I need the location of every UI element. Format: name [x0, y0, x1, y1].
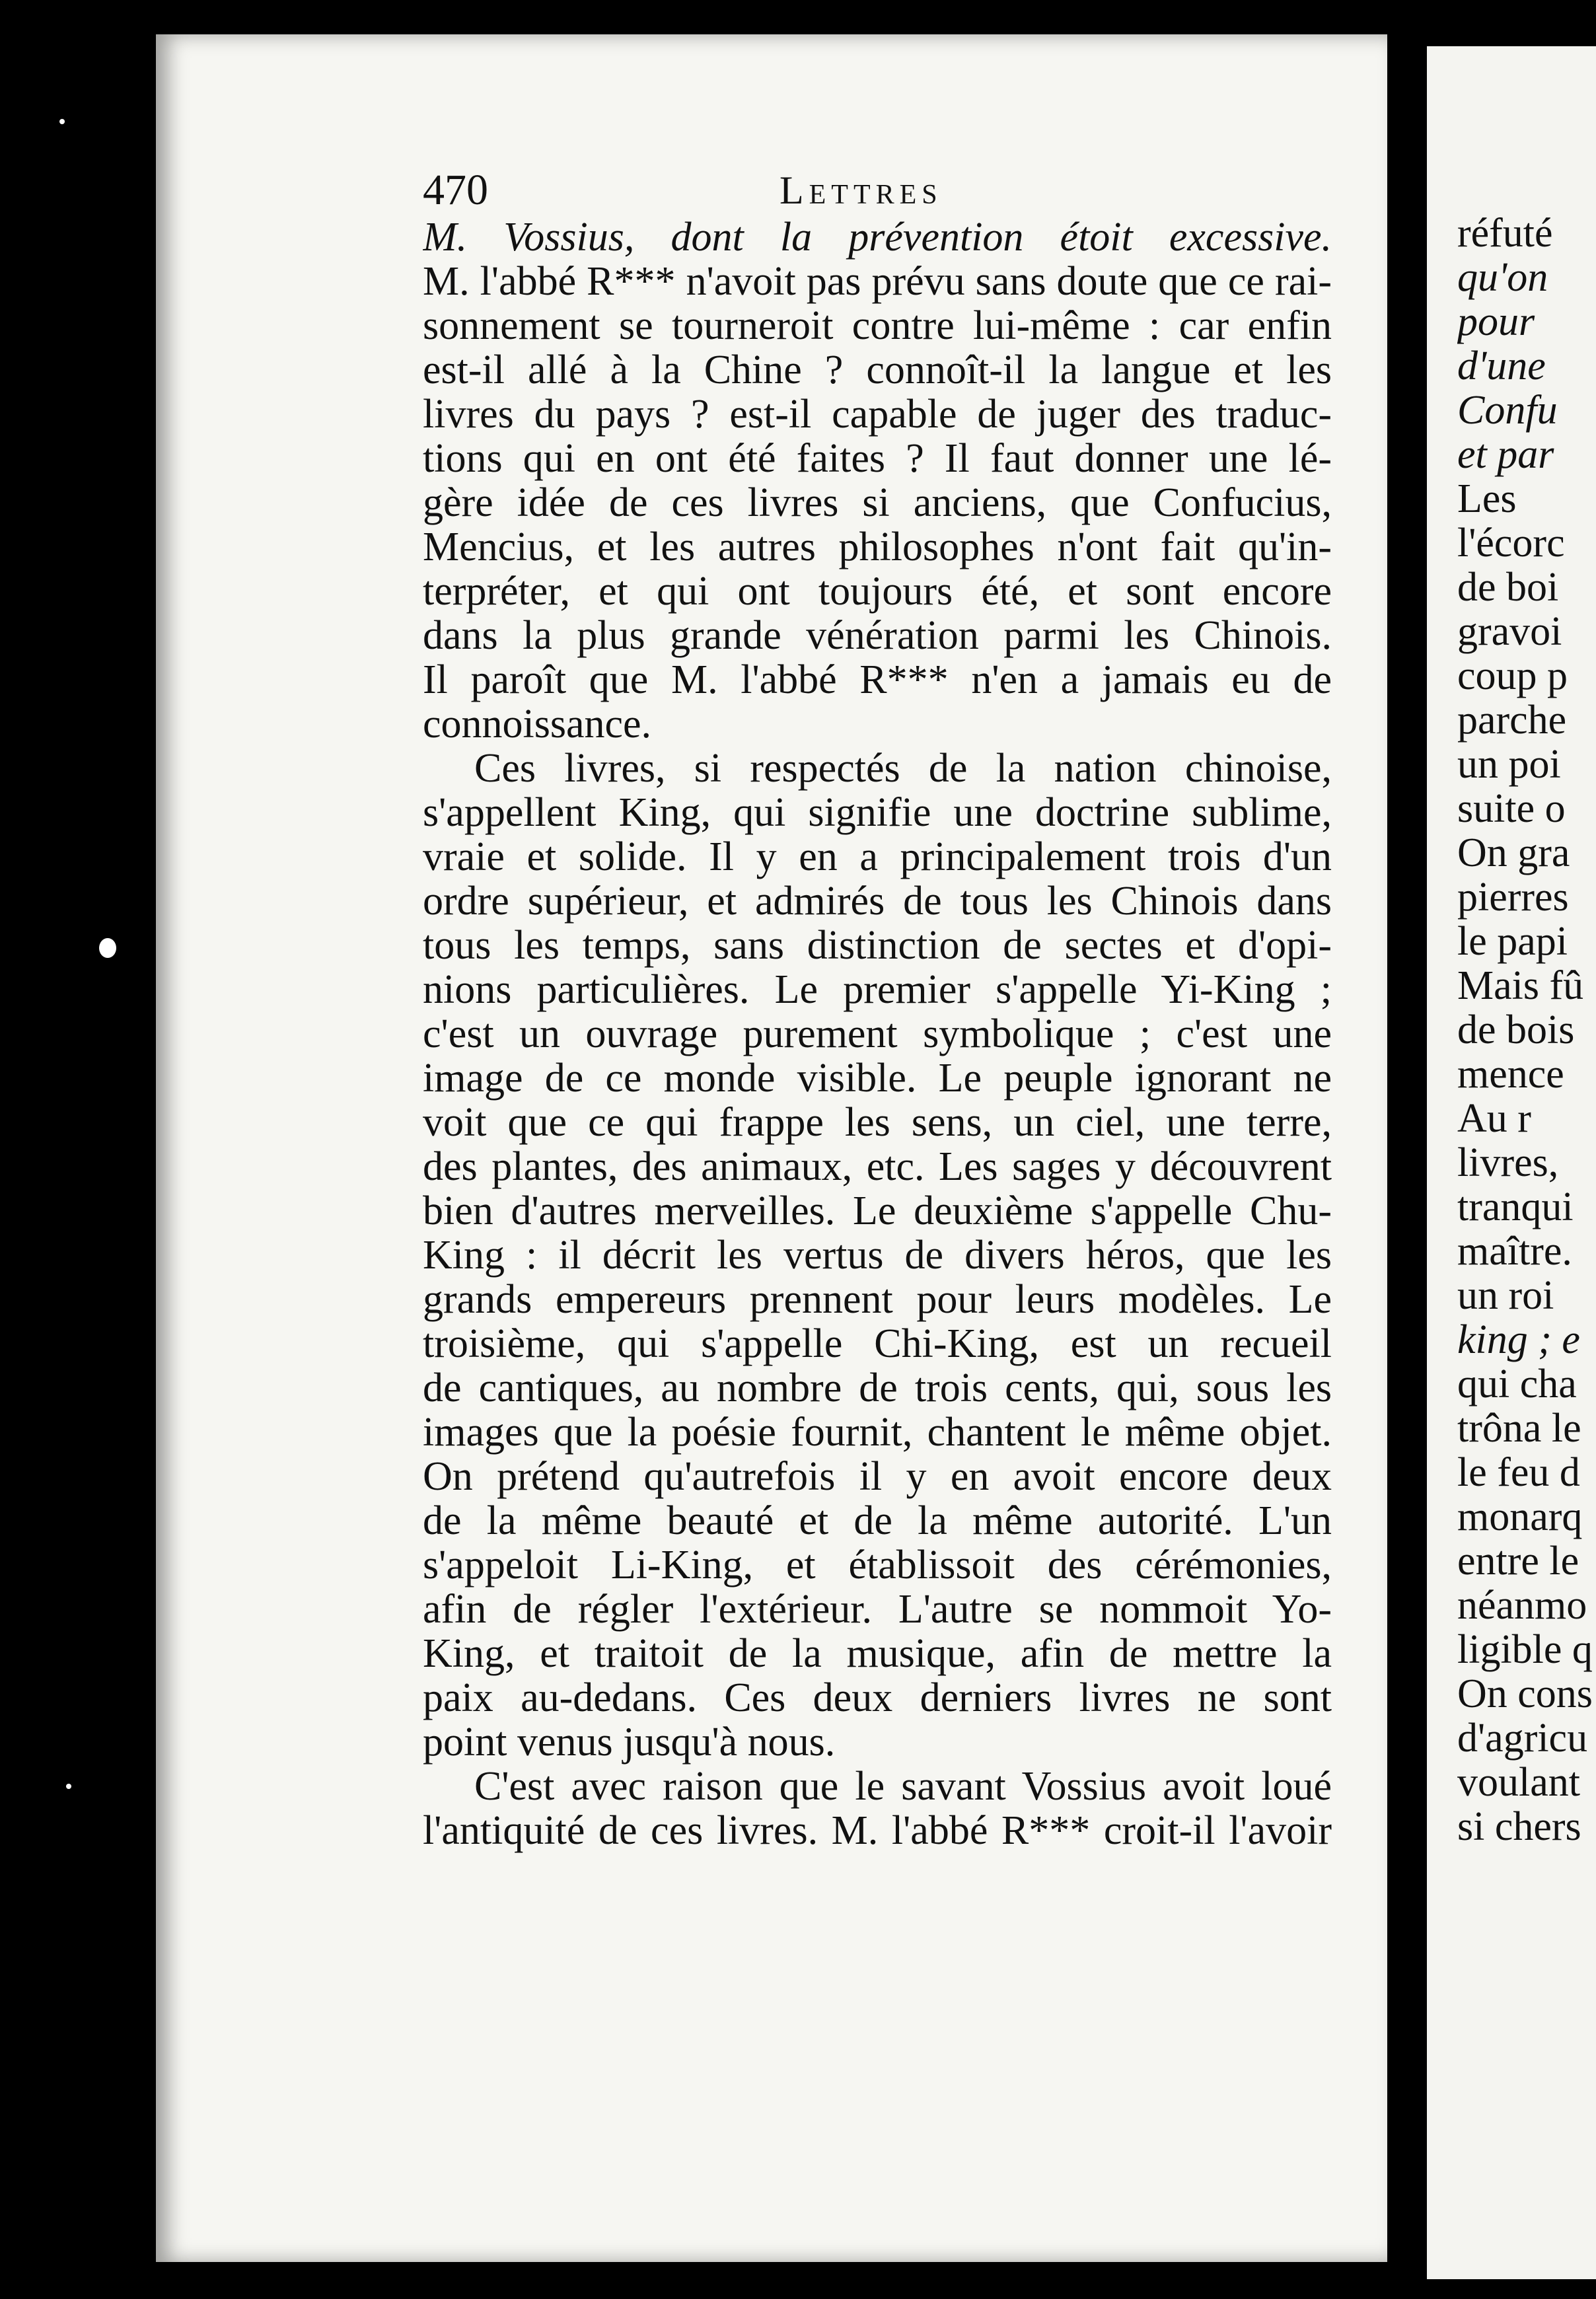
text-line: qu'on	[1457, 256, 1548, 300]
text-line: dans la plus grande vénération parmi les Chinois.	[423, 614, 1332, 658]
text-line: d'une	[1457, 344, 1546, 388]
text-line: pour	[1457, 300, 1535, 344]
text-line: King : il décrit les vertus de divers héros, que les	[423, 1233, 1332, 1278]
page-header	[423, 165, 964, 218]
text-line: Il paroît que M. l'abbé R*** n'en a jamais eu de	[423, 658, 1332, 702]
text-line: le feu d	[1457, 1451, 1580, 1495]
text-line: grands empereurs prennent pour leurs modèles. Le	[423, 1278, 1332, 1322]
left-page-text	[423, 215, 1332, 1853]
text-line: Ces livres, si respectés de la nation chinoise,	[474, 747, 1332, 791]
text-line: king ; e	[1457, 1318, 1580, 1362]
text-line: point venus jusqu'à nous.	[423, 1720, 836, 1765]
text-line: M. l'abbé R*** n'avoit pas prévu sans doute que ce rai-	[423, 260, 1332, 304]
text-line: l'antiquité de ces livres. M. l'abbé R*** croit-il l'avoir	[423, 1809, 1332, 1853]
text-line: des plantes, des animaux, etc. Les sages y découvrent	[423, 1145, 1332, 1189]
text-line: afin de régler l'extérieur. L'autre se nommoit Yo-	[423, 1587, 1332, 1632]
text-line: Mencius, et les autres philosophes n'ont fait qu'in-	[423, 525, 1332, 569]
text-line: connoissance.	[423, 702, 652, 747]
text-line: livres du pays ? est-il capable de juger des traduc-	[423, 392, 1332, 437]
running-title: Lettres	[780, 168, 943, 212]
text-line: un roi	[1457, 1274, 1554, 1318]
text-line: s'appellent King, qui signifie une doctrine sublime,	[423, 791, 1332, 835]
text-line: tions qui en ont été faites ? Il faut donner une lé-	[423, 437, 1332, 481]
text-line: coup p	[1457, 654, 1568, 698]
text-line: est-il allé à la Chine ? connoît-il la langue et les	[423, 348, 1332, 392]
text-line: un poi	[1457, 743, 1561, 787]
text-line: réfuté	[1457, 211, 1553, 256]
scan-speck	[59, 119, 65, 124]
text-line: de bois	[1457, 1008, 1575, 1052]
text-line: d'agricu	[1457, 1716, 1588, 1761]
text-line: voit que ce qui frappe les sens, un ciel, une terre,	[423, 1101, 1332, 1145]
text-line: M. Vossius, dont la prévention étoit excessive.	[423, 215, 1332, 260]
page-number: 470	[423, 166, 488, 214]
text-line: parche	[1457, 698, 1567, 743]
text-line: Les	[1457, 477, 1517, 521]
text-line: images que la poésie fournit, chantent le même objet.	[423, 1410, 1332, 1455]
scan-speck	[99, 938, 116, 958]
text-line: de cantiques, au nombre de trois cents, qui, sous les	[423, 1366, 1332, 1410]
text-line: néanmo	[1457, 1584, 1587, 1628]
text-line: entre le	[1457, 1539, 1579, 1584]
text-line: Confu	[1457, 388, 1558, 433]
text-line: terpréter, et qui ont toujours été, et sont encore	[423, 569, 1332, 614]
text-line: vraie et solide. Il y en a principalement trois d'un	[423, 835, 1332, 879]
right-page-text	[1457, 211, 1596, 1849]
text-line: gravoi	[1457, 610, 1562, 654]
text-line: livres,	[1457, 1141, 1559, 1185]
text-line: Mais fû	[1457, 964, 1584, 1008]
text-line: voulant	[1457, 1761, 1580, 1805]
text-line: paix au-dedans. Ces deux derniers livres ne sont	[423, 1676, 1332, 1720]
text-line: trôna le	[1457, 1406, 1581, 1451]
text-line: si chers	[1457, 1805, 1581, 1849]
text-line: l'écorc	[1457, 521, 1565, 566]
text-line: qui cha	[1457, 1362, 1577, 1406]
text-line: tous les temps, sans distinction de sectes et d'opi-	[423, 924, 1332, 968]
text-line: On cons	[1457, 1672, 1593, 1716]
text-line: c'est un ouvrage purement symbolique ; c'est une	[423, 1012, 1332, 1056]
text-line: nions particulières. Le premier s'appelle Yi-King ;	[423, 968, 1332, 1012]
text-line: pierres	[1457, 875, 1569, 920]
text-line: gère idée de ces livres si anciens, que Confucius,	[423, 481, 1332, 525]
text-line: ligible q	[1457, 1628, 1593, 1672]
text-line: ordre supérieur, et admirés de tous les Chinois dans	[423, 879, 1332, 924]
text-line: et par	[1457, 433, 1554, 477]
text-line: image de ce monde visible. Le peuple ignorant ne	[423, 1056, 1332, 1101]
text-line: Au r	[1457, 1097, 1531, 1141]
text-line: sonnement se tourneroit contre lui-même : car enfin	[423, 304, 1332, 348]
text-line: de boi	[1457, 566, 1559, 610]
text-line: maître.	[1457, 1229, 1572, 1274]
text-line: C'est avec raison que le savant Vossius avoit loué	[474, 1765, 1332, 1809]
text-line: suite o	[1457, 787, 1566, 831]
text-line: monarq	[1457, 1495, 1583, 1539]
text-line: s'appeloit Li-King, et établissoit des cérémonies,	[423, 1543, 1332, 1587]
text-line: mence	[1457, 1052, 1564, 1097]
text-line: On prétend qu'autrefois il y en avoit encore deux	[423, 1455, 1332, 1499]
text-line: le papi	[1457, 920, 1568, 964]
text-line: On gra	[1457, 831, 1570, 875]
text-line: tranqui	[1457, 1185, 1574, 1229]
text-line: bien d'autres merveilles. Le deuxième s'appelle Chu-	[423, 1189, 1332, 1233]
text-line: King, et traitoit de la musique, afin de mettre la	[423, 1632, 1332, 1676]
text-line: troisième, qui s'appelle Chi-King, est un recueil	[423, 1322, 1332, 1366]
scan-speck	[66, 1784, 71, 1789]
text-line: de la même beauté et de la même autorité. L'un	[423, 1499, 1332, 1543]
